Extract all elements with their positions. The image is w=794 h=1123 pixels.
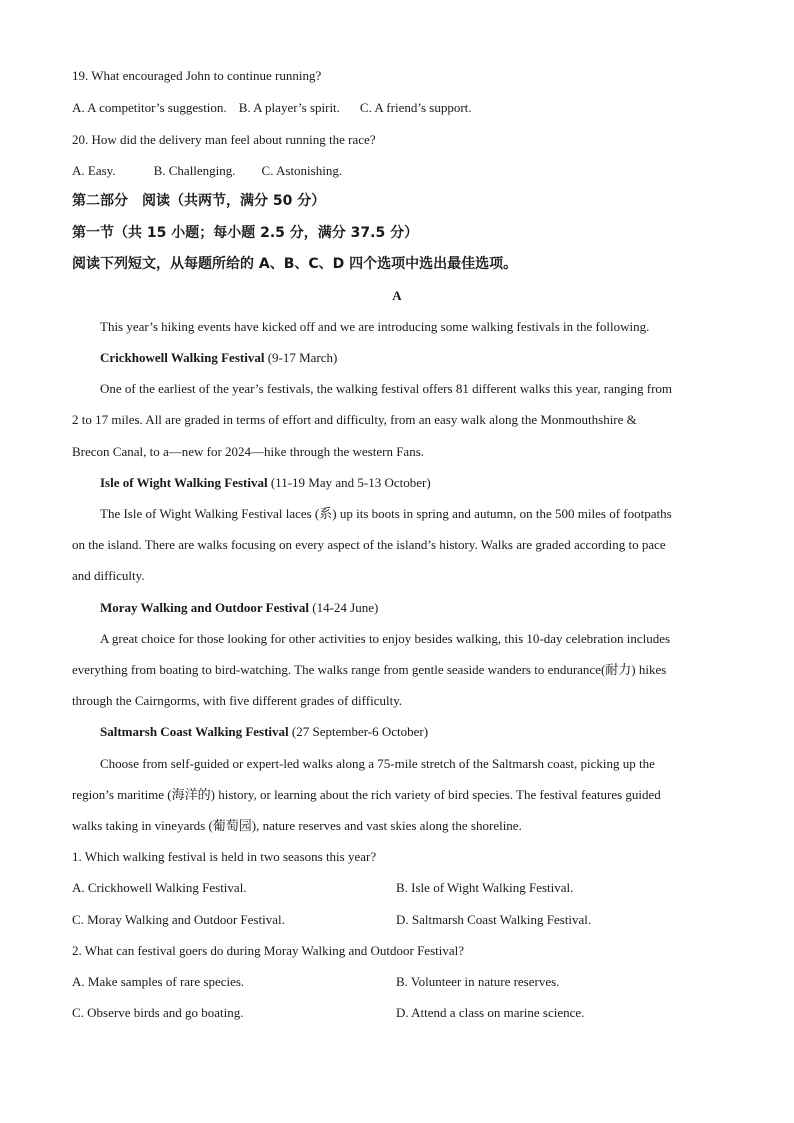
option-c: C. A friend’s support. <box>359 100 472 115</box>
paragraph-line: walks taking in vineyards (葡萄园), nature reserves and vast skies along the shoreline. <box>72 818 522 833</box>
passage-letter: A <box>392 288 402 303</box>
option-b: B. Volunteer in nature reserves. <box>396 974 560 989</box>
question-20-options <box>72 163 342 179</box>
festival-dates: (11-19 May and 5-13 October) <box>267 475 431 490</box>
festival-heading <box>100 724 428 740</box>
option-c: C. Observe birds and go boating. <box>72 1005 244 1020</box>
festival-dates: (9-17 March) <box>264 350 338 365</box>
passage-intro: This year’s hiking events have kicked off and we are introducing some walking festivals in the following. <box>100 319 650 334</box>
option-a: A. Make samples of rare species. <box>72 974 245 989</box>
instruction: 阅读下列短文，从每题所给的 A、B、C、D 四个选项中选出最佳选项。 <box>72 256 518 272</box>
paragraph-line: everything from boating to bird-watching. The walks range from gentle seaside wanders to endurance(耐力) hikes <box>72 662 667 677</box>
paragraph-line: through the Cairngorms, with five different grades of difficulty. <box>72 693 403 708</box>
paragraph-line: One of the earliest of the year’s festivals, the walking festival offers 81 different walks this year, ranging from <box>100 381 673 396</box>
paragraph-line: A great choice for those looking for other activities to enjoy besides walking, this 10-day celebration includes <box>100 631 671 646</box>
question-20: 20. How did the delivery man feel about running the race? <box>72 132 376 147</box>
paragraph-line: and difficulty. <box>72 568 145 583</box>
option-a: A. Crickhowell Walking Festival. <box>72 880 247 895</box>
festival-dates: (14-24 June) <box>309 600 379 615</box>
festival-heading <box>100 475 431 491</box>
option-c: C. Astonishing. <box>261 163 343 178</box>
option-b: B. Isle of Wight Walking Festival. <box>396 880 574 895</box>
paragraph-line: Choose from self-guided or expert-led walks along a 75-mile stretch of the Saltmarsh coast, picking up the <box>100 756 655 771</box>
option-b: B. Challenging. <box>153 163 236 178</box>
question-19-options <box>72 100 472 116</box>
question-19: 19. What encouraged John to continue running? <box>72 68 322 83</box>
paragraph-line: on the island. There are walks focusing on every aspect of the island’s history. Walks are graded according to pace <box>72 537 666 552</box>
option-d: D. Saltmarsh Coast Walking Festival. <box>396 912 592 927</box>
festival-name: Saltmarsh Coast Walking Festival <box>100 724 289 739</box>
option-a: A. A competitor’s suggestion. <box>72 100 227 115</box>
paragraph-line: region’s maritime (海洋的) history, or learning about the rich variety of bird species. The festival features guided <box>72 787 661 802</box>
option-c: C. Moray Walking and Outdoor Festival. <box>72 912 285 927</box>
festival-heading <box>100 350 337 366</box>
part-title: 第二部分 阅读（共两节，满分 50 分） <box>72 193 326 209</box>
paragraph-line: Brecon Canal, to a—new for 2024—hike through the western Fans. <box>72 444 425 459</box>
paragraph-line: The Isle of Wight Walking Festival laces (系) up its boots in spring and autumn, on the 500 miles of footpaths <box>100 506 672 521</box>
festival-name: Moray Walking and Outdoor Festival <box>100 600 309 615</box>
festival-dates: (27 September-6 October) <box>288 724 429 739</box>
question-2: 2. What can festival goers do during Moray Walking and Outdoor Festival? <box>72 943 464 958</box>
paragraph-line: 2 to 17 miles. All are graded in terms of effort and difficulty, from an easy walk along the Monmouthshire & <box>72 412 637 427</box>
festival-heading <box>100 600 378 616</box>
option-b: B. A player’s spirit. <box>238 100 340 115</box>
option-d: D. Attend a class on marine science. <box>396 1005 585 1020</box>
festival-name: Crickhowell Walking Festival <box>100 350 265 365</box>
festival-name: Isle of Wight Walking Festival <box>100 475 268 490</box>
sub-title: 第一节（共 15 小题；每小题 2.5 分，满分 37.5 分） <box>72 225 419 241</box>
question-1: 1. Which walking festival is held in two seasons this year? <box>72 849 377 864</box>
option-a: A. Easy. <box>72 163 116 178</box>
